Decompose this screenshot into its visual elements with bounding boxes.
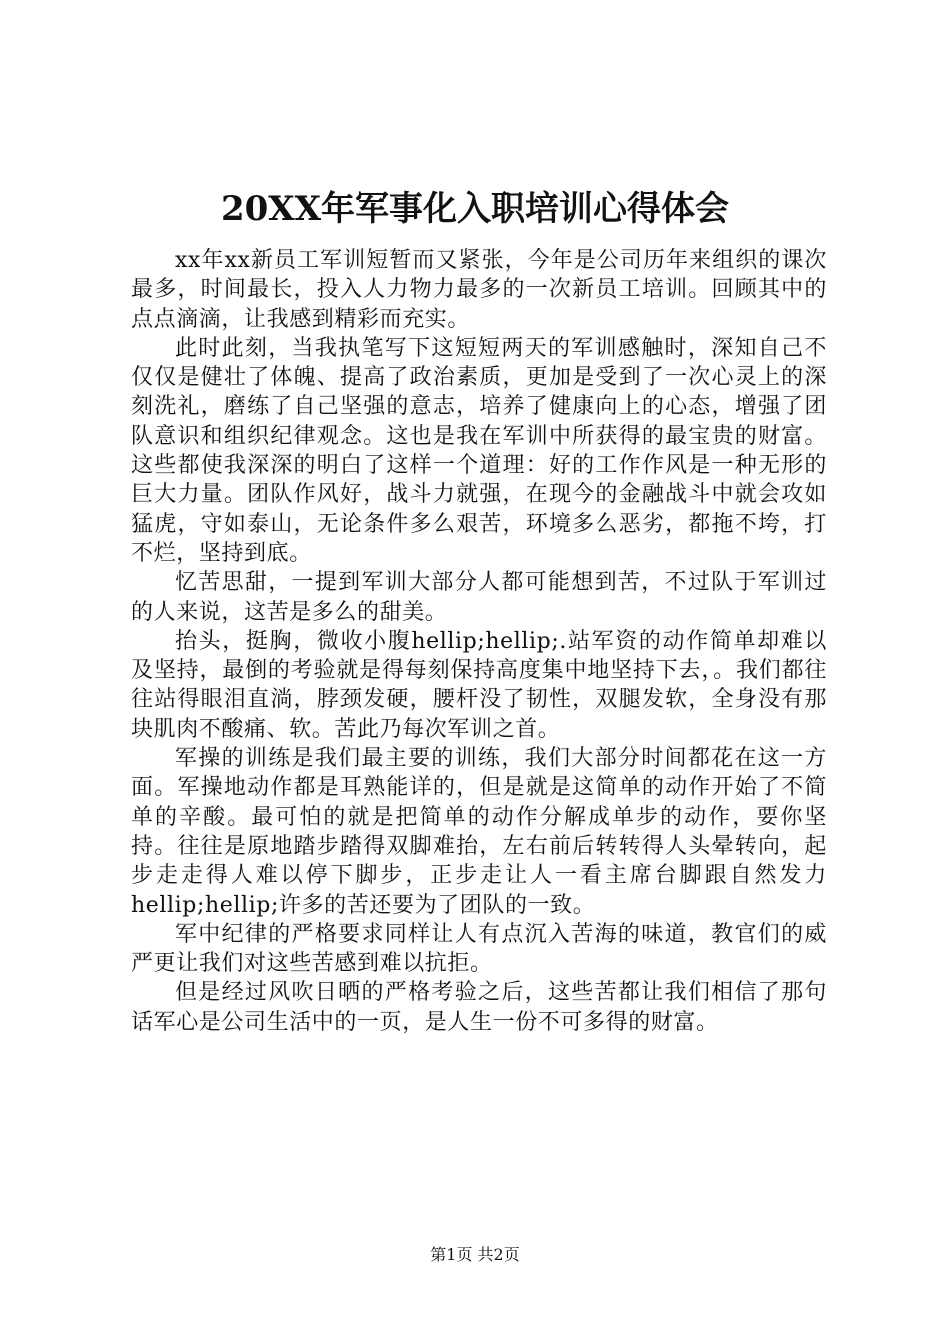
page-number-footer: 第1页 共2页 [430, 1245, 520, 1264]
paragraph: 军中纪律的严格要求同样让人有点沉入苦海的味道，教官们的威严更让我们对这些苦感到难以抗拒。 [131, 921, 827, 977]
paragraph: 此时此刻，当我执笔写下这短短两天的军训感触时，深知自己不仅仅是健壮了体魄、提高了政治素质，更加是受到了一次心灵上的深刻洗礼，磨练了自己坚强的意志，培养了健康向上的心态，增强了团队意识和组织纪律观念。这也是我在军训中所获得的最宝贵的财富。这些都使我深深的明白了这样一个道理：好的工作作风是一种无形的巨大力量。团队作风好，战斗力就强，在现今的金融战斗中就会攻如猛虎，守如泰山，无论条件多么艰苦，环境多么恶劣，都拖不垮，打不烂，坚持到底。 [131, 335, 827, 566]
paragraph: 军操的训练是我们最主要的训练，我们大部分时间都花在这一方面。军操地动作都是耳熟能详的，但是就是这简单的动作开始了不简单的辛酸。最可怕的就是把简单的动作分解成单步的动作，要你坚持。往往是原地踏步踏得双脚难抬，左右前后转转得人头晕转向，起步走走得人难以停下脚步，正步走让人一看主席台脚跟自然发力hellip;hellip;许多的苦还要为了团队的一致。 [131, 746, 827, 918]
paragraph: 但是经过风吹日晒的严格考验之后，这些苦都让我们相信了那句话军心是公司生活中的一页，是人生一份不可多得的财富。 [131, 980, 827, 1035]
paragraph: 忆苦思甜，一提到军训大部分人都可能想到苦，不过队于军训过的人来说，这苦是多么的甜美。 [131, 570, 827, 625]
document-body [131, 246, 827, 1037]
paragraph: xx年xx新员工军训短暂而又紧张，今年是公司历年来组织的课次最多，时间最长，投入人力物力最多的一次新员工培训。回顾其中的点点滴滴，让我感到精彩而充实。 [131, 248, 827, 332]
paragraph: 抬头，挺胸，微收小腹hellip;hellip;.站军资的动作简单却难以及坚持，最倒的考验就是得每刻保持高度集中地坚持下去，。我们都往往站得眼泪直淌，脖颈发硬，腰杆没了韧性，双腿发软，全身没有那块肌肉不酸痛、软。苦此乃每次军训之首。 [131, 628, 827, 742]
document-title: 20XX年军事化入职培训心得体会 [220, 189, 730, 229]
